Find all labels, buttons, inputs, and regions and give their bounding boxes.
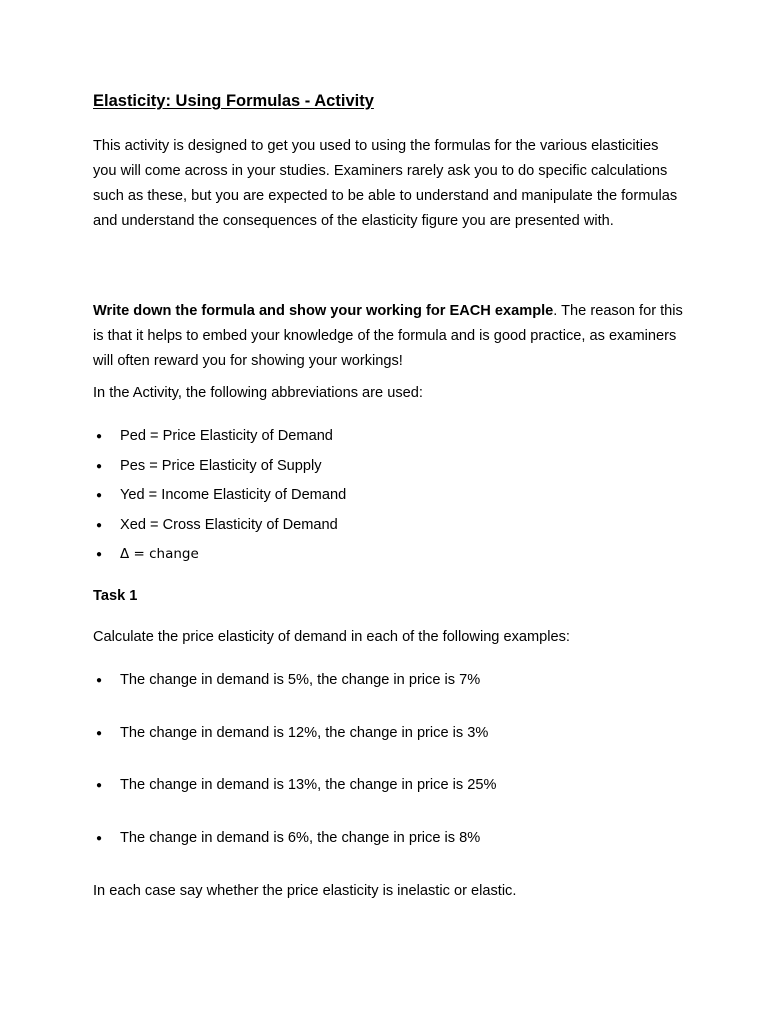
task-1-heading: Task 1 [93, 588, 138, 604]
list-item [93, 542, 683, 572]
bullet-icon: ● [96, 833, 103, 845]
example-text: The change in demand is 12%, the change in price is 3% [120, 724, 489, 741]
bullet-icon: ● [96, 460, 103, 472]
example-text: The change in demand is 13%, the change in price is 25% [120, 777, 497, 794]
bullet-icon: ● [96, 431, 103, 442]
list-item [93, 483, 683, 513]
bullet-icon: ● [96, 490, 103, 501]
list-item [93, 424, 683, 454]
example-text: The change in demand is 5%, the change in price is 7% [120, 672, 481, 688]
bullet-icon: ● [96, 519, 103, 531]
document-title: Elasticity: Using Formulas - Activity [93, 92, 374, 110]
task-1-intro: Calculate the price elasticity of demand in each of the following examples: [93, 629, 570, 645]
list-item [93, 721, 683, 774]
abbreviations-intro: In the Activity, the following abbreviations are used: [93, 385, 423, 401]
abbreviations-list [93, 424, 683, 572]
abbreviation-delta: Δ = change [120, 546, 199, 562]
list-item [93, 826, 683, 879]
list-item [93, 773, 683, 826]
abbreviation-pes: Pes = Price Elasticity of Supply [120, 457, 322, 474]
task-1-closing: In each case say whether the price elasticity is inelastic or elastic. [93, 883, 517, 899]
bullet-icon: ● [96, 549, 103, 560]
bullet-icon: ● [96, 727, 103, 739]
abbreviation-yed: Yed = Income Elasticity of Demand [120, 487, 347, 503]
intro-paragraph: This activity is designed to get you used to using the formulas for the various elasticities you will come across in your studies. Examiners rarely ask you to do specific calculations such as these, but you are expected to be able to understand and manipulate the formulas and understand the consequences of the elasticity figure you are presented with. [93, 138, 678, 229]
instruction-bold-text: Write down the formula and show your working for EACH example [93, 303, 554, 319]
list-item [93, 668, 683, 721]
abbreviation-ped: Ped = Price Elasticity of Demand [120, 428, 333, 444]
example-text: The change in demand is 6%, the change in price is 8% [120, 830, 481, 847]
abbreviation-xed: Xed = Cross Elasticity of Demand [120, 516, 338, 533]
instruction-paragraph [93, 299, 683, 374]
task-1-examples-list [93, 668, 683, 879]
bullet-icon: ● [96, 675, 103, 686]
list-item [93, 454, 683, 484]
instruction-text: . The reason for this is that it helps to embed your knowledge of the formula and is good practice, as examiners will often reward you for showing your workings! [93, 303, 683, 369]
bullet-icon: ● [96, 780, 103, 792]
list-item [93, 513, 683, 543]
